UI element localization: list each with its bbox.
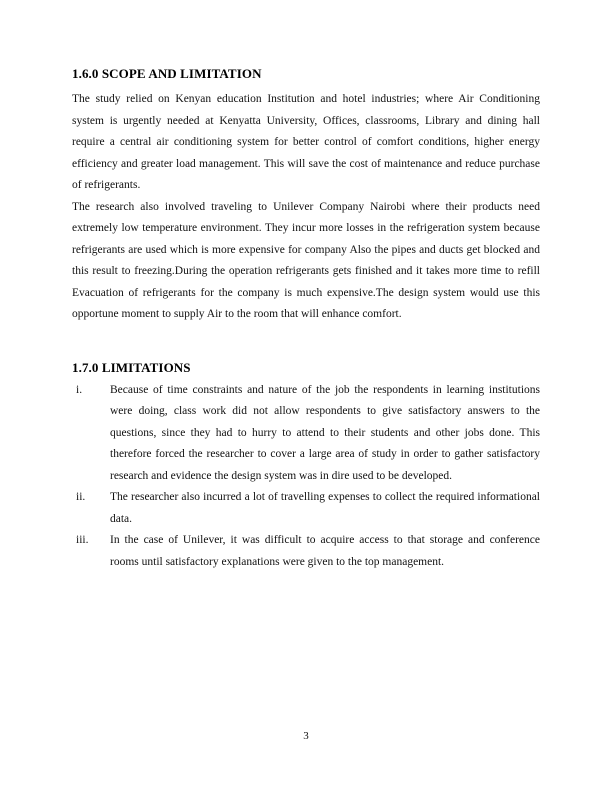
- list-item-marker: iii.: [76, 534, 89, 546]
- limitations-list: [72, 380, 540, 574]
- paragraph-scope-1: The study relied on Kenyan education Institution and hotel industries; where Air Conditioning system is urgently needed at Kenyatta University, Offices, classrooms, Library and dining hall require a central air conditioning system for better control of comfort conditions, higher energy efficiency and greater load management. This will save the cost of maintenance and reduce purchase of refrigerants.: [72, 93, 540, 191]
- section-heading-scope-and-limitation: 1.6.0 SCOPE AND LIMITATION: [72, 66, 262, 81]
- list-item-marker: i.: [76, 383, 83, 396]
- list-item: [72, 530, 540, 573]
- section-heading-limitations: 1.7.0 LIMITATIONS: [72, 359, 191, 375]
- list-item-text: In the case of Unilever, it was difficult to acquire access to that storage and conference rooms until satisfactory explanations were given to the top management.: [110, 534, 540, 568]
- list-item-text: Because of time constraints and nature of the job the respondents in learning institutions were doing, class work did not allow respondents to give satisfactory answers to the questions, since they had to hurry to attend to their students and other jobs done. This therefore forced the researcher to cover a large area of study in order to gather satisfactory research and evidence the design system was in dire used to be developed.: [110, 383, 540, 482]
- list-item-text: The researcher also incurred a lot of travelling expenses to collect the required informational data.: [110, 491, 540, 525]
- list-item: [72, 487, 540, 530]
- page-number: 3: [303, 730, 309, 742]
- list-item: [72, 380, 540, 488]
- paragraph-scope-2: The research also involved traveling to Unilever Company Nairobi where their products need extremely low temperature environment. They incur more losses in the refrigeration system because refrigerants are used which is more expensive for company Also the pipes and ducts get blocked and this result to freezing.During the operation refrigerants gets finished and it takes more time to refill Evacuation of refrigerants for the company is much expensive.The design system would use this opportune moment to supply Air to the room that will enhance comfort.: [72, 200, 540, 320]
- list-item-marker: ii.: [76, 491, 86, 503]
